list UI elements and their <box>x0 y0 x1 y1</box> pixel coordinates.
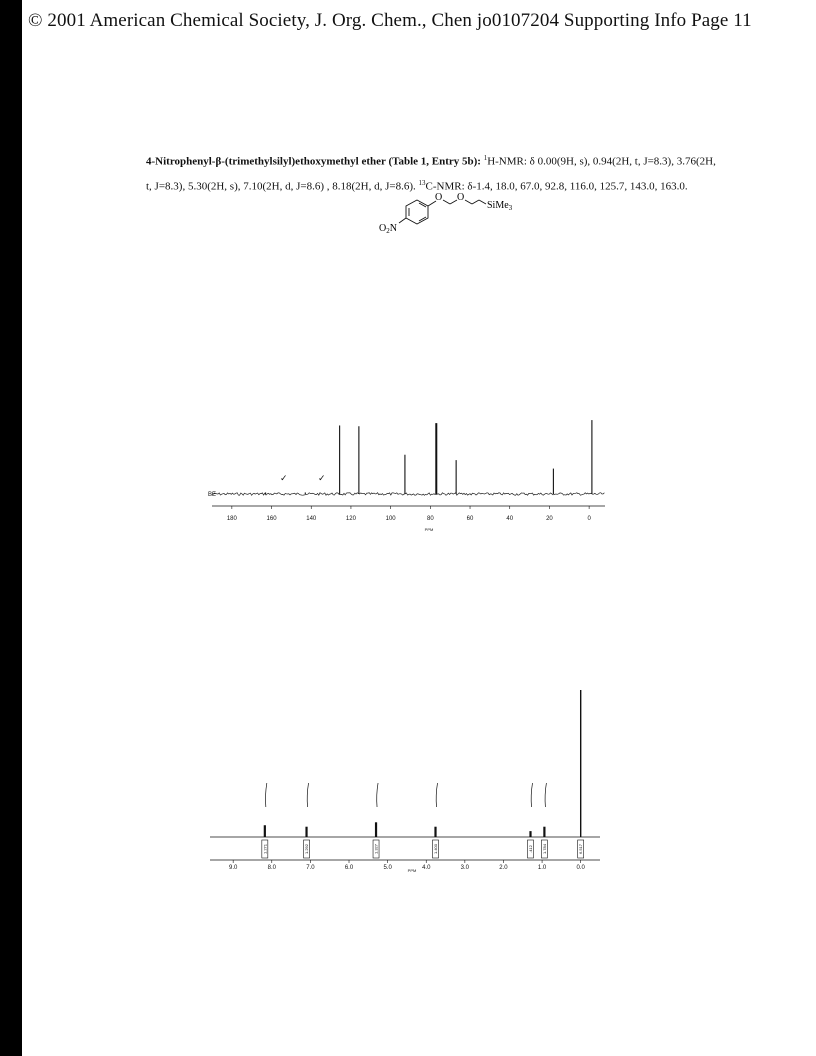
h1-x-tick-label: 3.0 <box>460 865 470 871</box>
h1-integral-curve <box>531 783 532 807</box>
c-nmr-superscript: 13 <box>418 178 426 187</box>
trimethylsilyl-group: SiMe$_3$ <box>487 200 513 212</box>
c13-x-tick-label: 180 <box>226 516 237 522</box>
h1-nmr-spectrum <box>200 690 610 900</box>
h1-integral-curve <box>265 783 266 807</box>
h-nmr-data: H-NMR: δ 0.00(9H, s), 0.94(2H, t, J=8.3), 3.76(2H, t, J=8.3), 5.30(2H, s), 7.10(2H, d, J=8.6) , 8.18(2H, d, J=8.6). <box>146 155 716 193</box>
c13-x-tick-label: 20 <box>546 516 553 522</box>
h1-peak <box>529 831 531 837</box>
h1-peak <box>305 827 307 837</box>
h1-integral-value: 1.327 <box>373 843 379 855</box>
h1-x-tick-label: 9.0 <box>228 865 238 871</box>
c13-x-tick-label: 120 <box>345 516 356 522</box>
h1-x-tick-label: 2.0 <box>499 865 508 871</box>
c13-nmr-spectrum <box>200 410 620 535</box>
h1-peak <box>543 827 545 837</box>
h1-integral-curve <box>307 783 308 807</box>
c13-x-tick-label: 160 <box>266 516 277 522</box>
c13-x-tick-label: 140 <box>306 516 317 522</box>
scan-edge-bar <box>0 0 22 1056</box>
copyright-symbol: © <box>28 10 43 31</box>
h1-x-tick-label: 0.0 <box>576 865 585 871</box>
h1-x-tick-label: 4.0 <box>422 865 431 871</box>
c-nmr-data: C-NMR: δ-1.4, 18.0, 67.0, 92.8, 116.0, 125.7, 143.0, 163.0. <box>425 180 688 193</box>
chemical-structure <box>365 188 565 238</box>
header-text: 2001 American Chemical Society, J. Org. Chem., Chen jo0107204 Supporting Info Page 11 <box>47 10 752 31</box>
ether-oxygen-2: O <box>457 192 465 203</box>
h1-x-tick-label: 7.0 <box>306 865 315 871</box>
c13-x-axis-label: PPM <box>424 527 434 532</box>
h1-peak <box>434 827 436 837</box>
h1-integral-value: .412 <box>527 845 533 853</box>
h1-integral-value: 1.400 <box>433 843 439 855</box>
c13-baseline-noise <box>212 493 604 496</box>
h1-integral-value: 1.292 <box>304 843 310 855</box>
c13-x-tick-label: 0 <box>587 516 591 522</box>
h1-integral-curve <box>545 783 546 807</box>
h1-integral-value: 6.517 <box>578 843 584 855</box>
h1-x-tick-label: 6.0 <box>344 865 354 871</box>
c13-x-tick-label: 60 <box>466 516 474 522</box>
h1-x-axis-label: PPM <box>407 868 417 873</box>
h1-integral-value: 1.271 <box>262 843 268 855</box>
h-nmr-superscript: 1 <box>483 154 488 162</box>
h1-peak <box>264 825 266 837</box>
c13-check-mark: ✓ <box>280 473 288 483</box>
page-header <box>28 10 752 32</box>
c13-x-tick-label: 80 <box>426 516 434 522</box>
c13-edge-label: BE <box>208 492 217 498</box>
c13-check-mark: ✓ <box>318 473 326 483</box>
h1-x-tick-label: 5.0 <box>383 865 392 871</box>
h1-x-tick-label: 8.0 <box>267 865 276 871</box>
h1-peak <box>375 822 377 837</box>
ether-oxygen-1: O <box>435 192 443 203</box>
h1-x-tick-label: 1.0 <box>537 865 547 871</box>
compound-name: 4-Nitrophenyl-β-(trimethylsilyl)ethoxymethyl ether (Table 1, Entry 5b): <box>146 155 481 168</box>
h1-integral-curve <box>377 783 378 807</box>
h1-peak <box>580 690 581 837</box>
nitro-group: $O_2N$ <box>379 223 397 235</box>
c13-x-tick-label: 40 <box>506 516 514 522</box>
h1-integral-curve <box>436 783 437 807</box>
h1-integral-value: 1.784 <box>541 843 547 855</box>
c13-x-tick-label: 100 <box>385 516 396 522</box>
